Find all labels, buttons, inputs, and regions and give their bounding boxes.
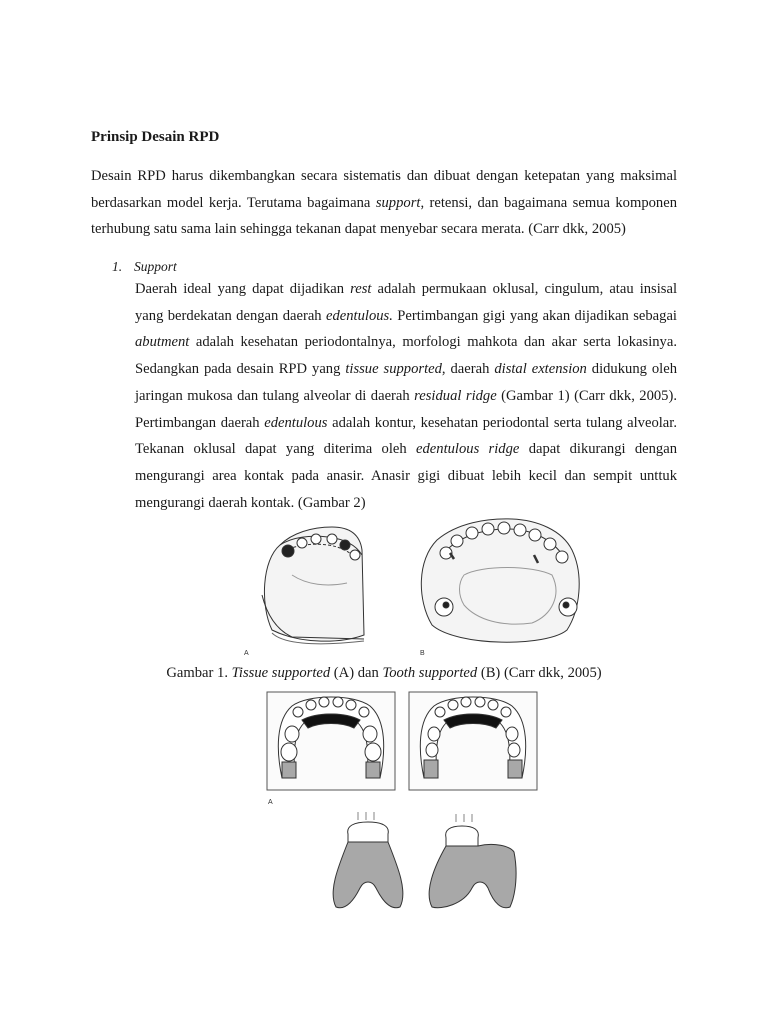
figure-2-cross-section-left	[333, 812, 403, 908]
list-item-support	[112, 258, 677, 516]
list-item-body: Daerah ideal yang dapat dijadikan rest adalah permukaan oklusal, cingulum, atau insisal yang berdekatan dengan daerah edentulous. Pertimbangan gigi yang akan dijadikan sebagai abutment adalah kesehatan periodontalnya, morfologi mahkota dan akar serta lokasinya. Sedangkan pada desain RPD yang tissue supported, daerah distal extension didukung oleh jaringan mukosa dan tulang alveolar di daerah residual ridge (Gambar 1) (Carr dkk, 2005). Pertimbangan daerah edentulous adalah kontur, kesehatan periodontal serta tulang alveolar. Tekanan oklusal dapat yang diterima oleh edentulous ridge dapat dikurangi dengan mengurangi area kontak pada anasir. Anasir gigi dibuat lebih kecil dan sempit unttuk mengurangi daerah kontak. (Gambar 2)	[135, 281, 678, 511]
italic-term: Tissue supported	[231, 665, 331, 681]
italic-term: tissue supported	[345, 361, 442, 378]
italic-term: distal extension	[494, 361, 587, 378]
italic-term: support	[375, 194, 421, 211]
figure-1a-tissue-supported-cast	[262, 527, 364, 644]
figure-2-label-a: A	[268, 799, 273, 806]
list-item-number: 1.	[112, 259, 123, 274]
italic-term: edentulous ridge	[416, 441, 520, 458]
italic-term: edentulous.	[325, 307, 393, 324]
italic-term: rest	[350, 281, 372, 297]
italic-term: edentulous	[264, 414, 328, 431]
figure-2-ridge-cross-sections	[318, 812, 528, 912]
italic-term: residual ridge	[414, 387, 497, 404]
italic-term: abutment	[135, 334, 190, 351]
intro-paragraph: Desain RPD harus dikembangkan secara sistematis dan dibuat dengan ketepatan yang maksimal berdasarkan model kerja. Terutama bagaimana support, retensi, dan bagaimana semua komponen terhubung satu sama lain sehingga tekanan dapat menyebar secara merata. (Carr dkk, 2005)	[91, 168, 677, 238]
figure-1-label-a: A	[244, 650, 249, 657]
figure-2-cross-section-right	[429, 814, 516, 908]
list-item-heading	[112, 258, 677, 276]
figure-1-maxillary-casts	[232, 515, 587, 660]
section-title: Prinsip Desain RPD	[91, 129, 220, 145]
figure-1-caption: Gambar 1. Tissue supported (A) dan Tooth supported (B) (Carr dkk, 2005)	[166, 665, 602, 681]
figure-2-arch-right	[409, 692, 537, 790]
list-item-heading-text: Support	[134, 259, 177, 274]
italic-term: Tooth supported	[382, 665, 478, 681]
figure-1b-tooth-supported-cast	[421, 519, 579, 642]
figure-2-arch-left	[267, 692, 395, 790]
figure-1-label-b: B	[420, 650, 425, 657]
figure-2-mandibular-arches	[262, 690, 542, 810]
